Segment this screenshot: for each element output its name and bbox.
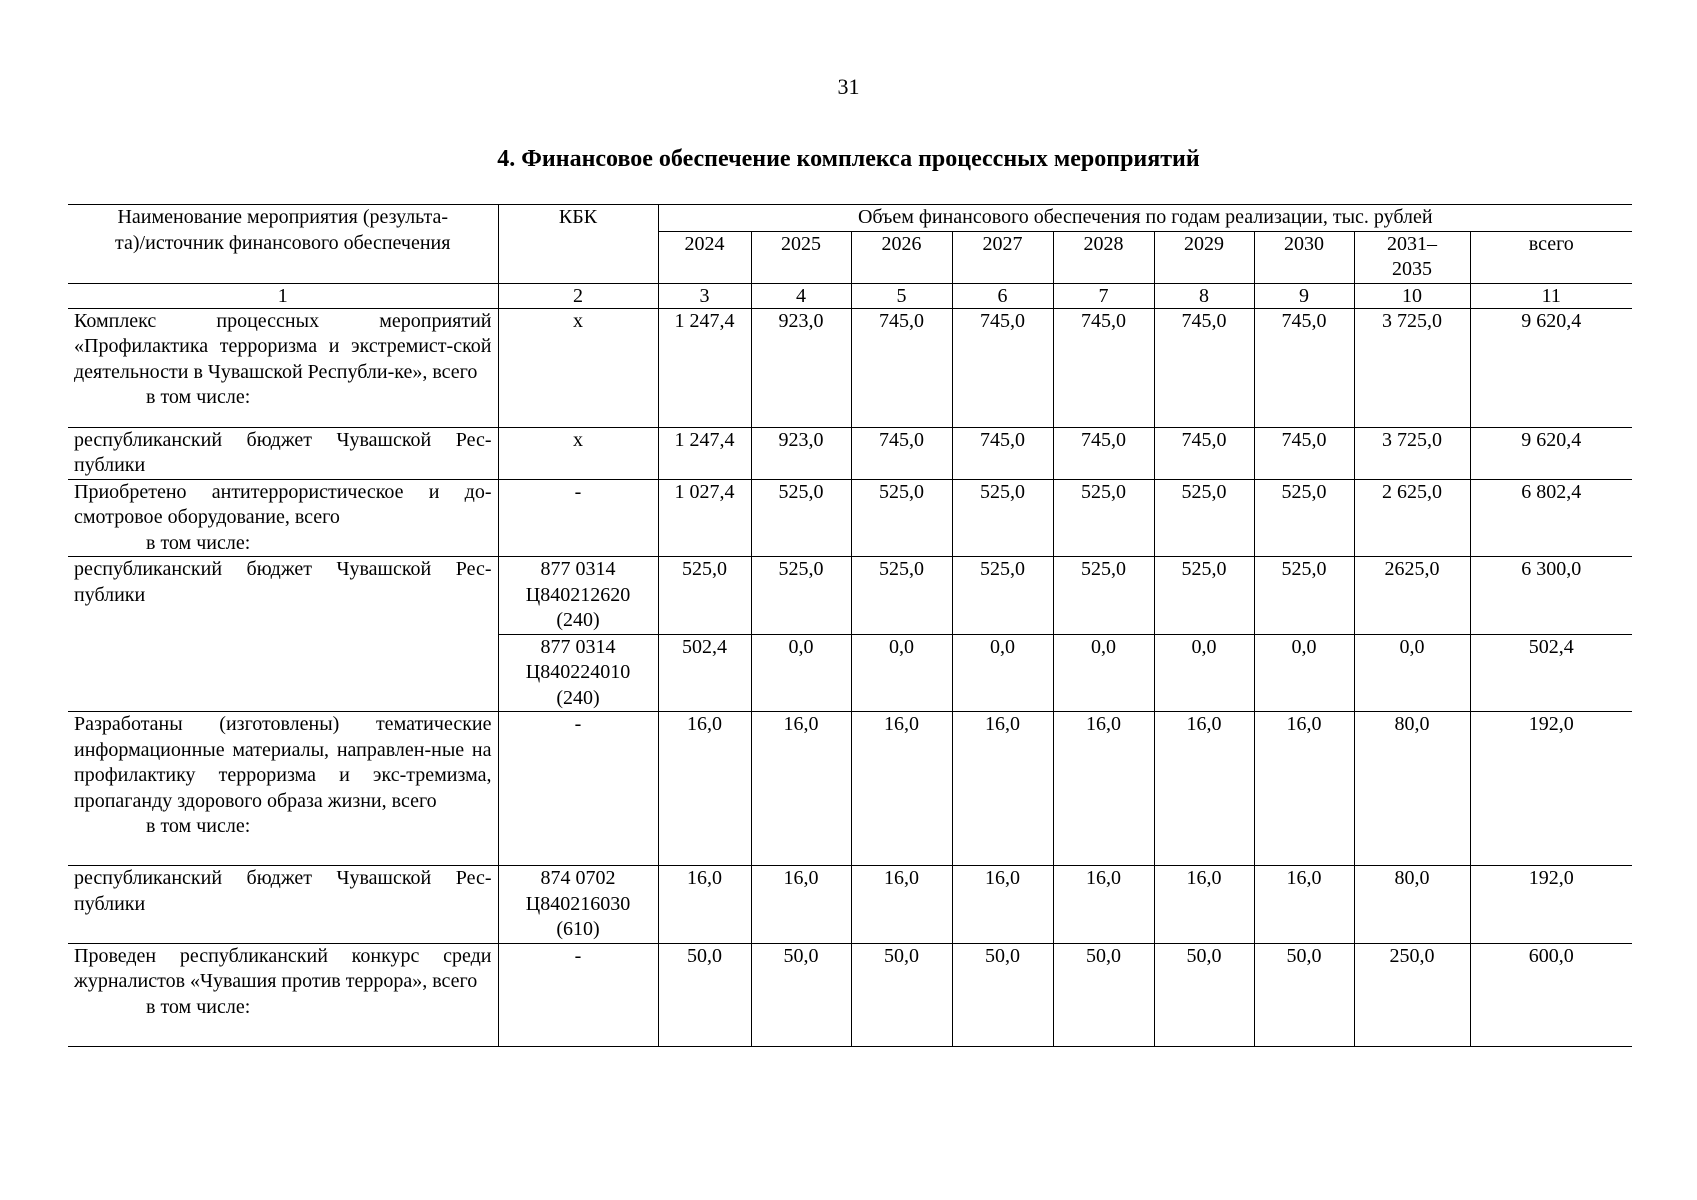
kbk-line: 874 0702	[540, 867, 616, 889]
value-2028: 16,0	[1053, 866, 1154, 944]
table-row	[68, 427, 1632, 479]
value-2026: 745,0	[851, 427, 952, 479]
table-row	[68, 479, 1632, 557]
value-2028: 50,0	[1053, 943, 1154, 1046]
row-name-text: республиканский бюджет Чувашской Рес-публики	[74, 428, 492, 476]
value-2027: 16,0	[952, 712, 1053, 866]
value-2026: 525,0	[851, 557, 952, 635]
kbk-line: x	[573, 428, 583, 451]
value-2025: 0,0	[751, 634, 851, 712]
column-number: 6	[952, 283, 1053, 308]
header-year: 2030	[1254, 231, 1354, 283]
row-subtitle: в том числе:	[146, 386, 251, 408]
value-total: 192,0	[1470, 866, 1632, 944]
value-2028: 525,0	[1053, 557, 1154, 635]
value-2026: 525,0	[851, 479, 952, 557]
header-total: всего	[1470, 231, 1632, 283]
value-2029: 745,0	[1154, 308, 1254, 427]
value-2029: 50,0	[1154, 943, 1254, 1046]
row-kbk	[498, 427, 658, 479]
value-2025: 50,0	[751, 943, 851, 1046]
kbk-line: Ц840224010	[525, 661, 631, 683]
kbk-line: (240)	[556, 686, 600, 709]
value-2027: 745,0	[952, 308, 1053, 427]
row-name-text: Комплекс процессных мероприятий «Профилактика терроризма и экстремист-ской деятельности в Чувашской Республи-ке», всего	[74, 309, 492, 383]
row-subtitle: в том числе:	[146, 995, 251, 1018]
section-title: 4. Финансовое обеспечение комплекса процессных мероприятий	[497, 146, 1200, 172]
value-2029: 525,0	[1154, 479, 1254, 557]
value-2024: 502,4	[658, 634, 751, 712]
value-2027: 745,0	[952, 427, 1053, 479]
value-2031-2035: 3 725,0	[1354, 427, 1470, 479]
value-2027: 525,0	[952, 557, 1053, 635]
value-2029: 16,0	[1154, 712, 1254, 866]
value-2026: 0,0	[851, 634, 952, 712]
kbk-line: -	[574, 713, 582, 735]
header-name-cell	[68, 205, 498, 284]
value-2027: 525,0	[952, 479, 1053, 557]
value-2031-2035: 2625,0	[1354, 557, 1470, 635]
value-total: 6 802,4	[1470, 479, 1632, 557]
value-total: 192,0	[1470, 712, 1632, 866]
table-row	[68, 866, 1632, 944]
value-2024: 1 247,4	[658, 427, 751, 479]
value-2028: 745,0	[1053, 308, 1154, 427]
value-2024: 16,0	[658, 866, 751, 944]
header-period-2031-2035	[1354, 231, 1470, 283]
value-2024: 1 027,4	[658, 479, 751, 557]
column-number: 5	[851, 283, 952, 308]
header-year: 2026	[851, 231, 952, 283]
value-2026: 50,0	[851, 943, 952, 1046]
value-2027: 16,0	[952, 866, 1053, 944]
value-2026: 16,0	[851, 866, 952, 944]
table-row	[68, 943, 1632, 1046]
value-2027: 0,0	[952, 634, 1053, 712]
kbk-line: Ц840212620	[525, 583, 631, 606]
value-2029: 525,0	[1154, 557, 1254, 635]
value-2030: 16,0	[1254, 712, 1354, 866]
value-2025: 16,0	[751, 712, 851, 866]
kbk-line: 877 0314	[540, 635, 616, 658]
header-year: 2025	[751, 231, 851, 283]
value-2027: 50,0	[952, 943, 1053, 1046]
row-name	[68, 557, 498, 712]
row-name-text: республиканский бюджет Чувашской Рес-публики	[74, 558, 492, 606]
kbk-line: x	[573, 309, 583, 332]
value-2030: 16,0	[1254, 866, 1354, 944]
value-2031-2035: 2 625,0	[1354, 479, 1470, 557]
column-number-row	[68, 283, 1632, 308]
value-2024: 50,0	[658, 943, 751, 1046]
value-2025: 923,0	[751, 308, 851, 427]
value-2029: 745,0	[1154, 427, 1254, 479]
value-total: 6 300,0	[1470, 557, 1632, 635]
value-2025: 16,0	[751, 866, 851, 944]
value-total: 9 620,4	[1470, 308, 1632, 427]
table-row	[68, 308, 1632, 427]
value-2030: 0,0	[1254, 634, 1354, 712]
value-2031-2035: 250,0	[1354, 943, 1470, 1046]
value-2031-2035: 80,0	[1354, 866, 1470, 944]
row-kbk	[498, 712, 658, 866]
kbk-line: -	[574, 944, 582, 967]
header-period-line: 2035	[1392, 258, 1432, 280]
kbk-line: -	[574, 480, 582, 503]
header-name-line: Наименование мероприятия (результа-	[117, 206, 449, 228]
row-kbk	[498, 308, 658, 427]
header-kbk: КБК	[498, 205, 658, 284]
row-kbk	[498, 943, 658, 1046]
row-name-text: Разработаны (изготовлены) тематические информационные материалы, направлен-ные на профилактику терроризма и экс-тремизма, пропаганду здорового образа жизни, всего	[74, 713, 492, 812]
value-2030: 525,0	[1254, 479, 1354, 557]
column-number: 9	[1254, 283, 1354, 308]
header-year: 2028	[1053, 231, 1154, 283]
header-period-line: 2031–	[1387, 232, 1437, 255]
header-name-line: та)/источник финансового обеспечения	[115, 231, 451, 254]
header-year: 2027	[952, 231, 1053, 283]
value-2025: 525,0	[751, 479, 851, 557]
row-kbk	[498, 634, 658, 712]
table-row	[68, 557, 1632, 635]
row-name	[68, 866, 498, 944]
row-subtitle: в том числе:	[146, 531, 251, 554]
value-2026: 16,0	[851, 712, 952, 866]
table-row	[68, 712, 1632, 866]
value-2028: 0,0	[1053, 634, 1154, 712]
value-2031-2035: 80,0	[1354, 712, 1470, 866]
row-name-text: Приобретено антитеррористическое и до-смотровое оборудование, всего	[74, 480, 492, 528]
column-number: 10	[1354, 283, 1470, 308]
column-number: 11	[1470, 283, 1632, 308]
row-name-text: республиканский бюджет Чувашской Рес-публики	[74, 867, 492, 915]
value-total: 600,0	[1470, 943, 1632, 1046]
value-2024: 16,0	[658, 712, 751, 866]
row-name	[68, 479, 498, 557]
value-2030: 50,0	[1254, 943, 1354, 1046]
kbk-line: (240)	[556, 609, 600, 631]
value-2026: 745,0	[851, 308, 952, 427]
kbk-line: Ц840216030	[525, 892, 631, 915]
row-subtitle: в том числе:	[146, 815, 251, 837]
row-kbk	[498, 479, 658, 557]
column-number: 2	[498, 283, 658, 308]
value-2028: 525,0	[1053, 479, 1154, 557]
row-kbk	[498, 557, 658, 635]
financing-table	[68, 204, 1632, 1047]
page-number: 31	[837, 74, 860, 99]
value-total: 502,4	[1470, 634, 1632, 712]
column-number: 3	[658, 283, 751, 308]
row-name	[68, 427, 498, 479]
value-2028: 16,0	[1053, 712, 1154, 866]
kbk-line: 877 0314	[540, 558, 616, 580]
column-number: 7	[1053, 283, 1154, 308]
value-2029: 0,0	[1154, 634, 1254, 712]
row-name	[68, 943, 498, 1046]
value-2024: 525,0	[658, 557, 751, 635]
value-2029: 16,0	[1154, 866, 1254, 944]
header-year: 2024	[658, 231, 751, 283]
column-number: 4	[751, 283, 851, 308]
value-2030: 745,0	[1254, 427, 1354, 479]
value-total: 9 620,4	[1470, 427, 1632, 479]
header-year: 2029	[1154, 231, 1254, 283]
value-2025: 525,0	[751, 557, 851, 635]
value-2030: 745,0	[1254, 308, 1354, 427]
row-name	[68, 712, 498, 866]
value-2025: 923,0	[751, 427, 851, 479]
column-number: 8	[1154, 283, 1254, 308]
column-number: 1	[68, 283, 498, 308]
row-kbk	[498, 866, 658, 944]
value-2030: 525,0	[1254, 557, 1354, 635]
header-volume: Объем финансового обеспечения по годам реализации, тыс. рублей	[658, 205, 1632, 232]
value-2031-2035: 3 725,0	[1354, 308, 1470, 427]
value-2031-2035: 0,0	[1354, 634, 1470, 712]
row-name-text: Проведен республиканский конкурс среди журналистов «Чувашия против террора», всего	[74, 944, 492, 992]
row-name	[68, 308, 498, 427]
value-2028: 745,0	[1053, 427, 1154, 479]
kbk-line: (610)	[556, 918, 600, 940]
value-2024: 1 247,4	[658, 308, 751, 427]
